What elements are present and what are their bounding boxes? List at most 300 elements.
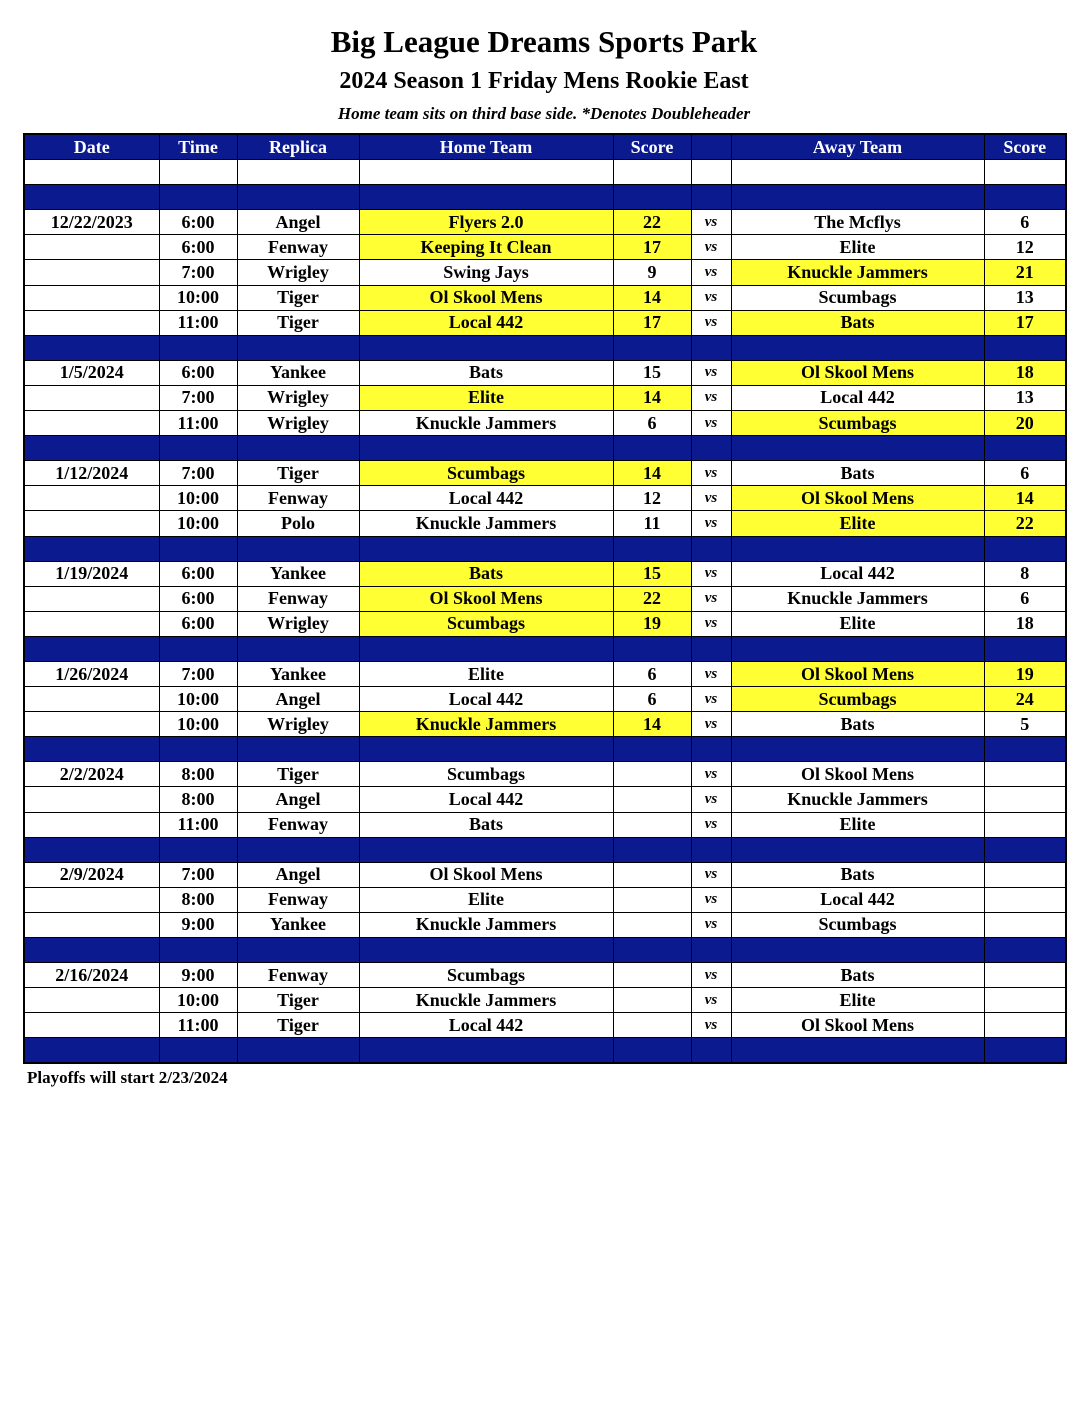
separator-cell: [237, 837, 359, 862]
away-score: 13: [984, 285, 1066, 310]
home-team: Scumbags: [359, 963, 613, 988]
vs-label: vs: [691, 712, 731, 737]
week-separator: [24, 837, 1066, 862]
away-score: [984, 812, 1066, 837]
game-replica: Wrigley: [237, 385, 359, 410]
game-replica: Angel: [237, 687, 359, 712]
game-date: [24, 687, 159, 712]
game-date: 12/22/2023: [24, 210, 159, 235]
game-date: 1/26/2024: [24, 661, 159, 686]
game-row: [24, 611, 1066, 636]
separator-cell: [24, 636, 159, 661]
away-score: 22: [984, 511, 1066, 536]
home-team: Knuckle Jammers: [359, 912, 613, 937]
separator-cell: [731, 737, 984, 762]
away-team: Local 442: [731, 385, 984, 410]
week-separator: [24, 335, 1066, 360]
separator-cell: [613, 536, 691, 561]
vs-label: vs: [691, 862, 731, 887]
away-score: 5: [984, 712, 1066, 737]
game-date: [24, 235, 159, 260]
game-time: 6:00: [159, 586, 237, 611]
home-score: 11: [613, 511, 691, 536]
separator-cell: [359, 837, 613, 862]
game-time: 11:00: [159, 411, 237, 436]
separator-cell: [159, 837, 237, 862]
game-date: 2/2/2024: [24, 762, 159, 787]
home-team: Local 442: [359, 1013, 613, 1038]
week-separator: [24, 636, 1066, 661]
vs-label: vs: [691, 461, 731, 486]
col-header-vs: [691, 134, 731, 160]
separator-cell: [731, 536, 984, 561]
game-row: [24, 411, 1066, 436]
away-team: The Mcflys: [731, 210, 984, 235]
game-row: [24, 285, 1066, 310]
game-replica: Fenway: [237, 235, 359, 260]
game-date: 2/16/2024: [24, 963, 159, 988]
home-score: [613, 812, 691, 837]
game-replica: Yankee: [237, 912, 359, 937]
away-team: Elite: [731, 988, 984, 1013]
home-score: [613, 887, 691, 912]
away-team: Ol Skool Mens: [731, 486, 984, 511]
away-team: Ol Skool Mens: [731, 762, 984, 787]
home-score: 12: [613, 486, 691, 511]
game-replica: Fenway: [237, 486, 359, 511]
away-team: Local 442: [731, 561, 984, 586]
away-team: Knuckle Jammers: [731, 260, 984, 285]
separator-cell: [24, 837, 159, 862]
home-team: Flyers 2.0: [359, 210, 613, 235]
schedule-note: Home team sits on third base side. *Denotes Doubleheader: [337, 104, 751, 123]
game-row: [24, 912, 1066, 937]
away-team: Local 442: [731, 887, 984, 912]
away-score: 14: [984, 486, 1066, 511]
separator-cell: [731, 1038, 984, 1064]
page-title: Big League Dreams Sports Park: [330, 24, 758, 59]
game-replica: Polo: [237, 511, 359, 536]
game-row: [24, 235, 1066, 260]
away-team: Elite: [731, 511, 984, 536]
away-score: [984, 887, 1066, 912]
separator-cell: [237, 185, 359, 210]
vs-label: vs: [691, 310, 731, 335]
away-score: 21: [984, 260, 1066, 285]
home-score: 14: [613, 461, 691, 486]
separator-cell: [359, 536, 613, 561]
vs-label: vs: [691, 511, 731, 536]
separator-cell: [691, 636, 731, 661]
away-score: 19: [984, 661, 1066, 686]
home-team: Elite: [359, 887, 613, 912]
separator-cell: [237, 938, 359, 963]
game-date: [24, 712, 159, 737]
separator-cell: [613, 837, 691, 862]
week-separator: [24, 737, 1066, 762]
game-time: 6:00: [159, 235, 237, 260]
game-row: [24, 661, 1066, 686]
game-row: [24, 762, 1066, 787]
vs-label: vs: [691, 486, 731, 511]
separator-cell: [613, 938, 691, 963]
vs-label: vs: [691, 787, 731, 812]
vs-label: vs: [691, 887, 731, 912]
home-team: Scumbags: [359, 611, 613, 636]
separator-cell: [984, 335, 1066, 360]
game-time: 7:00: [159, 661, 237, 686]
game-date: [24, 912, 159, 937]
home-team: Ol Skool Mens: [359, 586, 613, 611]
separator-cell: [984, 536, 1066, 561]
game-date: 2/9/2024: [24, 862, 159, 887]
home-team: Keeping It Clean: [359, 235, 613, 260]
separator-cell: [691, 436, 731, 461]
game-replica: Wrigley: [237, 611, 359, 636]
game-replica: Tiger: [237, 1013, 359, 1038]
away-score: 13: [984, 385, 1066, 410]
game-time: 11:00: [159, 1013, 237, 1038]
away-score: 24: [984, 687, 1066, 712]
game-replica: Wrigley: [237, 411, 359, 436]
col-header-replica: Replica: [237, 134, 359, 160]
home-team: Local 442: [359, 687, 613, 712]
separator-cell: [984, 837, 1066, 862]
home-score: 6: [613, 661, 691, 686]
separator-cell: [613, 185, 691, 210]
vs-label: vs: [691, 360, 731, 385]
home-score: [613, 762, 691, 787]
game-time: 10:00: [159, 687, 237, 712]
separator-cell: [159, 536, 237, 561]
separator-cell: [24, 185, 159, 210]
game-replica: Tiger: [237, 285, 359, 310]
away-score: [984, 787, 1066, 812]
separator-cell: [359, 1038, 613, 1064]
game-date: [24, 586, 159, 611]
home-score: 14: [613, 385, 691, 410]
game-date: [24, 285, 159, 310]
game-date: 1/5/2024: [24, 360, 159, 385]
away-team: Ol Skool Mens: [731, 661, 984, 686]
away-team: Bats: [731, 963, 984, 988]
game-time: 9:00: [159, 963, 237, 988]
away-team: Ol Skool Mens: [731, 1013, 984, 1038]
home-team: Knuckle Jammers: [359, 712, 613, 737]
col-header-home-score: Score: [613, 134, 691, 160]
home-score: [613, 862, 691, 887]
game-date: [24, 260, 159, 285]
game-time: 10:00: [159, 486, 237, 511]
game-date: [24, 611, 159, 636]
away-score: 6: [984, 210, 1066, 235]
separator-cell: [24, 1038, 159, 1064]
away-team: Bats: [731, 310, 984, 335]
game-time: 7:00: [159, 385, 237, 410]
separator-cell: [613, 335, 691, 360]
col-header-home-team: Home Team: [359, 134, 613, 160]
away-score: 18: [984, 611, 1066, 636]
game-row: [24, 812, 1066, 837]
game-row: [24, 360, 1066, 385]
game-date: [24, 310, 159, 335]
game-row: [24, 1013, 1066, 1038]
away-team: Scumbags: [731, 411, 984, 436]
separator-cell: [691, 335, 731, 360]
col-header-date: Date: [24, 134, 159, 160]
vs-label: vs: [691, 812, 731, 837]
separator-cell: [24, 335, 159, 360]
game-replica: Fenway: [237, 812, 359, 837]
separator-cell: [691, 185, 731, 210]
home-score: 14: [613, 712, 691, 737]
game-date: [24, 385, 159, 410]
separator-cell: [237, 1038, 359, 1064]
separator-cell: [691, 938, 731, 963]
schedule-table: [23, 133, 1067, 1064]
week-separator: [24, 536, 1066, 561]
separator-cell: [359, 185, 613, 210]
home-team: Scumbags: [359, 762, 613, 787]
away-team: Elite: [731, 235, 984, 260]
game-replica: Tiger: [237, 461, 359, 486]
game-date: [24, 1013, 159, 1038]
away-team: Bats: [731, 862, 984, 887]
vs-label: vs: [691, 988, 731, 1013]
game-time: 6:00: [159, 210, 237, 235]
separator-cell: [731, 335, 984, 360]
home-team: Local 442: [359, 486, 613, 511]
game-replica: Tiger: [237, 762, 359, 787]
game-replica: Fenway: [237, 586, 359, 611]
away-score: [984, 912, 1066, 937]
game-row: [24, 310, 1066, 335]
game-row: [24, 385, 1066, 410]
away-team: Bats: [731, 712, 984, 737]
separator-cell: [731, 636, 984, 661]
week-separator: [24, 1038, 1066, 1064]
game-row: [24, 963, 1066, 988]
col-header-time: Time: [159, 134, 237, 160]
vs-label: vs: [691, 411, 731, 436]
game-time: 11:00: [159, 812, 237, 837]
separator-cell: [691, 1038, 731, 1064]
separator-cell: [691, 536, 731, 561]
game-row: [24, 210, 1066, 235]
game-time: 7:00: [159, 461, 237, 486]
separator-cell: [237, 636, 359, 661]
separator-cell: [159, 938, 237, 963]
separator-cell: [24, 737, 159, 762]
away-team: Scumbags: [731, 687, 984, 712]
home-score: 9: [613, 260, 691, 285]
game-row: [24, 712, 1066, 737]
separator-cell: [731, 436, 984, 461]
home-score: [613, 988, 691, 1013]
vs-label: vs: [691, 661, 731, 686]
game-date: [24, 887, 159, 912]
game-replica: Yankee: [237, 561, 359, 586]
week-separator: [24, 436, 1066, 461]
vs-label: vs: [691, 210, 731, 235]
home-score: 17: [613, 310, 691, 335]
away-score: 17: [984, 310, 1066, 335]
game-time: 6:00: [159, 360, 237, 385]
game-replica: Angel: [237, 862, 359, 887]
game-replica: Wrigley: [237, 712, 359, 737]
vs-label: vs: [691, 561, 731, 586]
blank-row: [24, 160, 1066, 185]
game-time: 8:00: [159, 762, 237, 787]
week-separator: [24, 185, 1066, 210]
away-team: Knuckle Jammers: [731, 787, 984, 812]
game-row: [24, 461, 1066, 486]
separator-cell: [613, 1038, 691, 1064]
separator-cell: [237, 536, 359, 561]
separator-cell: [613, 636, 691, 661]
separator-cell: [984, 938, 1066, 963]
game-time: 10:00: [159, 511, 237, 536]
separator-cell: [359, 737, 613, 762]
col-header-away-score: Score: [984, 134, 1066, 160]
home-score: 22: [613, 210, 691, 235]
vs-label: vs: [691, 385, 731, 410]
separator-cell: [237, 436, 359, 461]
game-date: [24, 988, 159, 1013]
separator-cell: [613, 436, 691, 461]
game-replica: Yankee: [237, 661, 359, 686]
separator-cell: [359, 335, 613, 360]
home-team: Bats: [359, 812, 613, 837]
game-date: 1/12/2024: [24, 461, 159, 486]
home-team: Bats: [359, 360, 613, 385]
game-row: [24, 988, 1066, 1013]
vs-label: vs: [691, 285, 731, 310]
game-row: [24, 687, 1066, 712]
game-date: 1/19/2024: [24, 561, 159, 586]
game-replica: Yankee: [237, 360, 359, 385]
separator-cell: [731, 185, 984, 210]
home-team: Local 442: [359, 310, 613, 335]
home-score: 22: [613, 586, 691, 611]
away-score: [984, 963, 1066, 988]
vs-label: vs: [691, 611, 731, 636]
separator-cell: [237, 737, 359, 762]
schedule-table-container: [23, 133, 1065, 1064]
home-team: Knuckle Jammers: [359, 411, 613, 436]
separator-cell: [691, 737, 731, 762]
vs-label: vs: [691, 1013, 731, 1038]
game-replica: Fenway: [237, 887, 359, 912]
home-score: 15: [613, 561, 691, 586]
home-team: Bats: [359, 561, 613, 586]
away-team: Scumbags: [731, 912, 984, 937]
home-score: 17: [613, 235, 691, 260]
separator-cell: [984, 1038, 1066, 1064]
away-team: Ol Skool Mens: [731, 360, 984, 385]
separator-cell: [613, 737, 691, 762]
away-team: Scumbags: [731, 285, 984, 310]
home-score: 15: [613, 360, 691, 385]
home-score: [613, 1013, 691, 1038]
col-header-away-team: Away Team: [731, 134, 984, 160]
home-team: Local 442: [359, 787, 613, 812]
away-score: 6: [984, 586, 1066, 611]
game-date: [24, 486, 159, 511]
separator-cell: [24, 536, 159, 561]
game-time: 6:00: [159, 561, 237, 586]
game-time: 6:00: [159, 611, 237, 636]
game-replica: Angel: [237, 210, 359, 235]
vs-label: vs: [691, 762, 731, 787]
separator-cell: [159, 185, 237, 210]
game-time: 7:00: [159, 862, 237, 887]
home-score: [613, 912, 691, 937]
separator-cell: [691, 837, 731, 862]
away-score: [984, 762, 1066, 787]
game-replica: Tiger: [237, 310, 359, 335]
game-replica: Tiger: [237, 988, 359, 1013]
game-row: [24, 862, 1066, 887]
separator-cell: [984, 636, 1066, 661]
separator-cell: [359, 436, 613, 461]
separator-cell: [159, 335, 237, 360]
game-time: 10:00: [159, 712, 237, 737]
vs-label: vs: [691, 586, 731, 611]
away-score: [984, 988, 1066, 1013]
week-separator: [24, 938, 1066, 963]
vs-label: vs: [691, 963, 731, 988]
home-team: Elite: [359, 661, 613, 686]
vs-label: vs: [691, 912, 731, 937]
away-score: [984, 1013, 1066, 1038]
separator-cell: [159, 636, 237, 661]
game-row: [24, 787, 1066, 812]
game-date: [24, 411, 159, 436]
separator-cell: [984, 185, 1066, 210]
game-time: 10:00: [159, 285, 237, 310]
home-score: [613, 963, 691, 988]
game-replica: Wrigley: [237, 260, 359, 285]
home-team: Ol Skool Mens: [359, 285, 613, 310]
separator-cell: [24, 938, 159, 963]
separator-cell: [159, 1038, 237, 1064]
away-score: 6: [984, 461, 1066, 486]
game-date: [24, 511, 159, 536]
separator-cell: [159, 737, 237, 762]
game-time: 7:00: [159, 260, 237, 285]
away-score: 8: [984, 561, 1066, 586]
separator-cell: [359, 938, 613, 963]
game-time: 8:00: [159, 787, 237, 812]
game-date: [24, 812, 159, 837]
away-score: 20: [984, 411, 1066, 436]
away-score: 12: [984, 235, 1066, 260]
game-row: [24, 561, 1066, 586]
separator-cell: [359, 636, 613, 661]
vs-label: vs: [691, 260, 731, 285]
game-date: [24, 787, 159, 812]
schedule-body: [24, 134, 1066, 1063]
away-team: Knuckle Jammers: [731, 586, 984, 611]
home-score: 14: [613, 285, 691, 310]
separator-cell: [984, 436, 1066, 461]
game-row: [24, 486, 1066, 511]
game-time: 8:00: [159, 887, 237, 912]
game-row: [24, 260, 1066, 285]
separator-cell: [984, 737, 1066, 762]
game-row: [24, 586, 1066, 611]
